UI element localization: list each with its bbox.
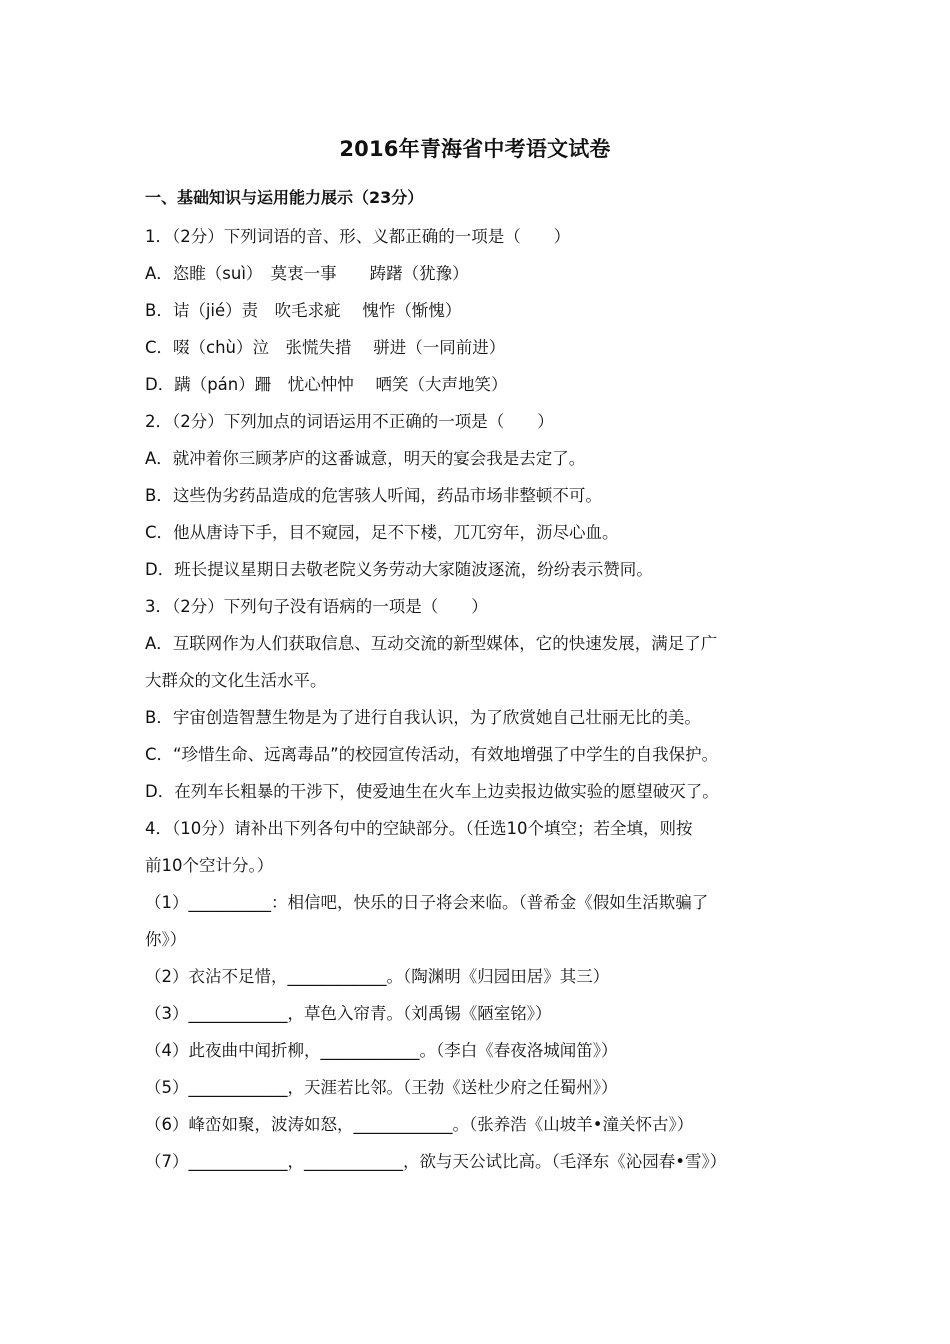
question-2-option-d: D．班长提议星期日去敬老院义务劳动大家随波逐流，纷纷表示赞同。 [145, 560, 653, 579]
section-heading: 一、基础知识与运用能力展示（23分） [145, 188, 424, 207]
question-1-stem: 1．（2分）下列词语的音、形、义都正确的一项是（ ） [145, 227, 571, 246]
question-body [145, 218, 825, 1180]
question-3-option-d: D．在列车长粗暴的干涉下，使爱迪生在火车上边卖报边做实验的愿望破灭了。 [145, 782, 719, 801]
question-2-stem: 2．（2分）下列加点的词语运用不正确的一项是（ ） [145, 412, 554, 431]
question-4-item-6: （6）峰峦如聚，波涛如怒，____________。（张养浩《山坡羊•潼关怀古》） [145, 1115, 694, 1134]
question-1-option-a: A．恣睢（suì） 莫衷一事 踌躇（犹豫） [145, 264, 469, 283]
question-4-item-7: （7）____________，____________，欲与天公试比高。（毛泽东《沁园春•雪》） [145, 1152, 727, 1171]
question-3-option-a-line-2: 大群众的文化生活水平。 [145, 671, 327, 690]
question-1-option-b: B．诘（jié）责 吹毛求疵 愧怍（惭愧） [145, 301, 462, 320]
question-3-option-b: B．宇宙创造智慧生物是为了进行自我认识，为了欣赏她自己壮丽无比的美。 [145, 708, 701, 727]
question-4-stem-line-1: 4．（10分）请补出下列各句中的空缺部分。（任选10个填空；若全填，则按 [145, 819, 693, 838]
question-3-option-a-line-1: A．互联网作为人们获取信息、互动交流的新型媒体，它的快速发展，满足了广 [145, 634, 718, 653]
question-4-item-5: （5）____________，天涯若比邻。（王勃《送杜少府之任蜀州》） [145, 1078, 618, 1097]
question-2-option-b: B．这些伪劣药品造成的危害骇人听闻，药品市场非整顿不可。 [145, 486, 602, 505]
question-4-item-4: （4）此夜曲中闻折柳，____________。（李白《春夜洛城闻笛》） [145, 1041, 618, 1060]
question-1-option-c: C．啜（chù）泣 张慌失措 骈进（一同前进） [145, 338, 506, 357]
question-4-item-1-line-2: 你》） [145, 930, 187, 949]
question-4-item-3: （3）____________，草色入帘青。（刘禹锡《陋室铭》） [145, 1004, 552, 1023]
question-1-option-d: D．蹒（pán）跚 忧心忡忡 哂笑（大声地笑） [145, 375, 508, 394]
question-2-option-a: A．就冲着你三顾茅庐的这番诚意，明天的宴会我是去定了。 [145, 449, 586, 468]
question-2-option-c: C．他从唐诗下手，目不窥园，足不下楼，兀兀穷年，沥尽心血。 [145, 523, 619, 542]
document-title: 2016年青海省中考语文试卷 [339, 137, 611, 161]
question-3-stem: 3．（2分）下列句子没有语病的一项是（ ） [145, 597, 488, 616]
question-4-item-2: （2）衣沾不足惜，____________。（陶渊明《归园田居》其三） [145, 967, 610, 986]
question-4-stem-line-2: 前10个空计分。） [145, 856, 274, 875]
question-3-option-c: C．“珍惜生命、远离毒品”的校园宣传活动，有效地增强了中学生的自我保护。 [145, 745, 719, 764]
question-4-item-1-line-1: （1）__________：相信吧，快乐的日子将会来临。（普希金《假如生活欺骗了 [145, 893, 709, 912]
